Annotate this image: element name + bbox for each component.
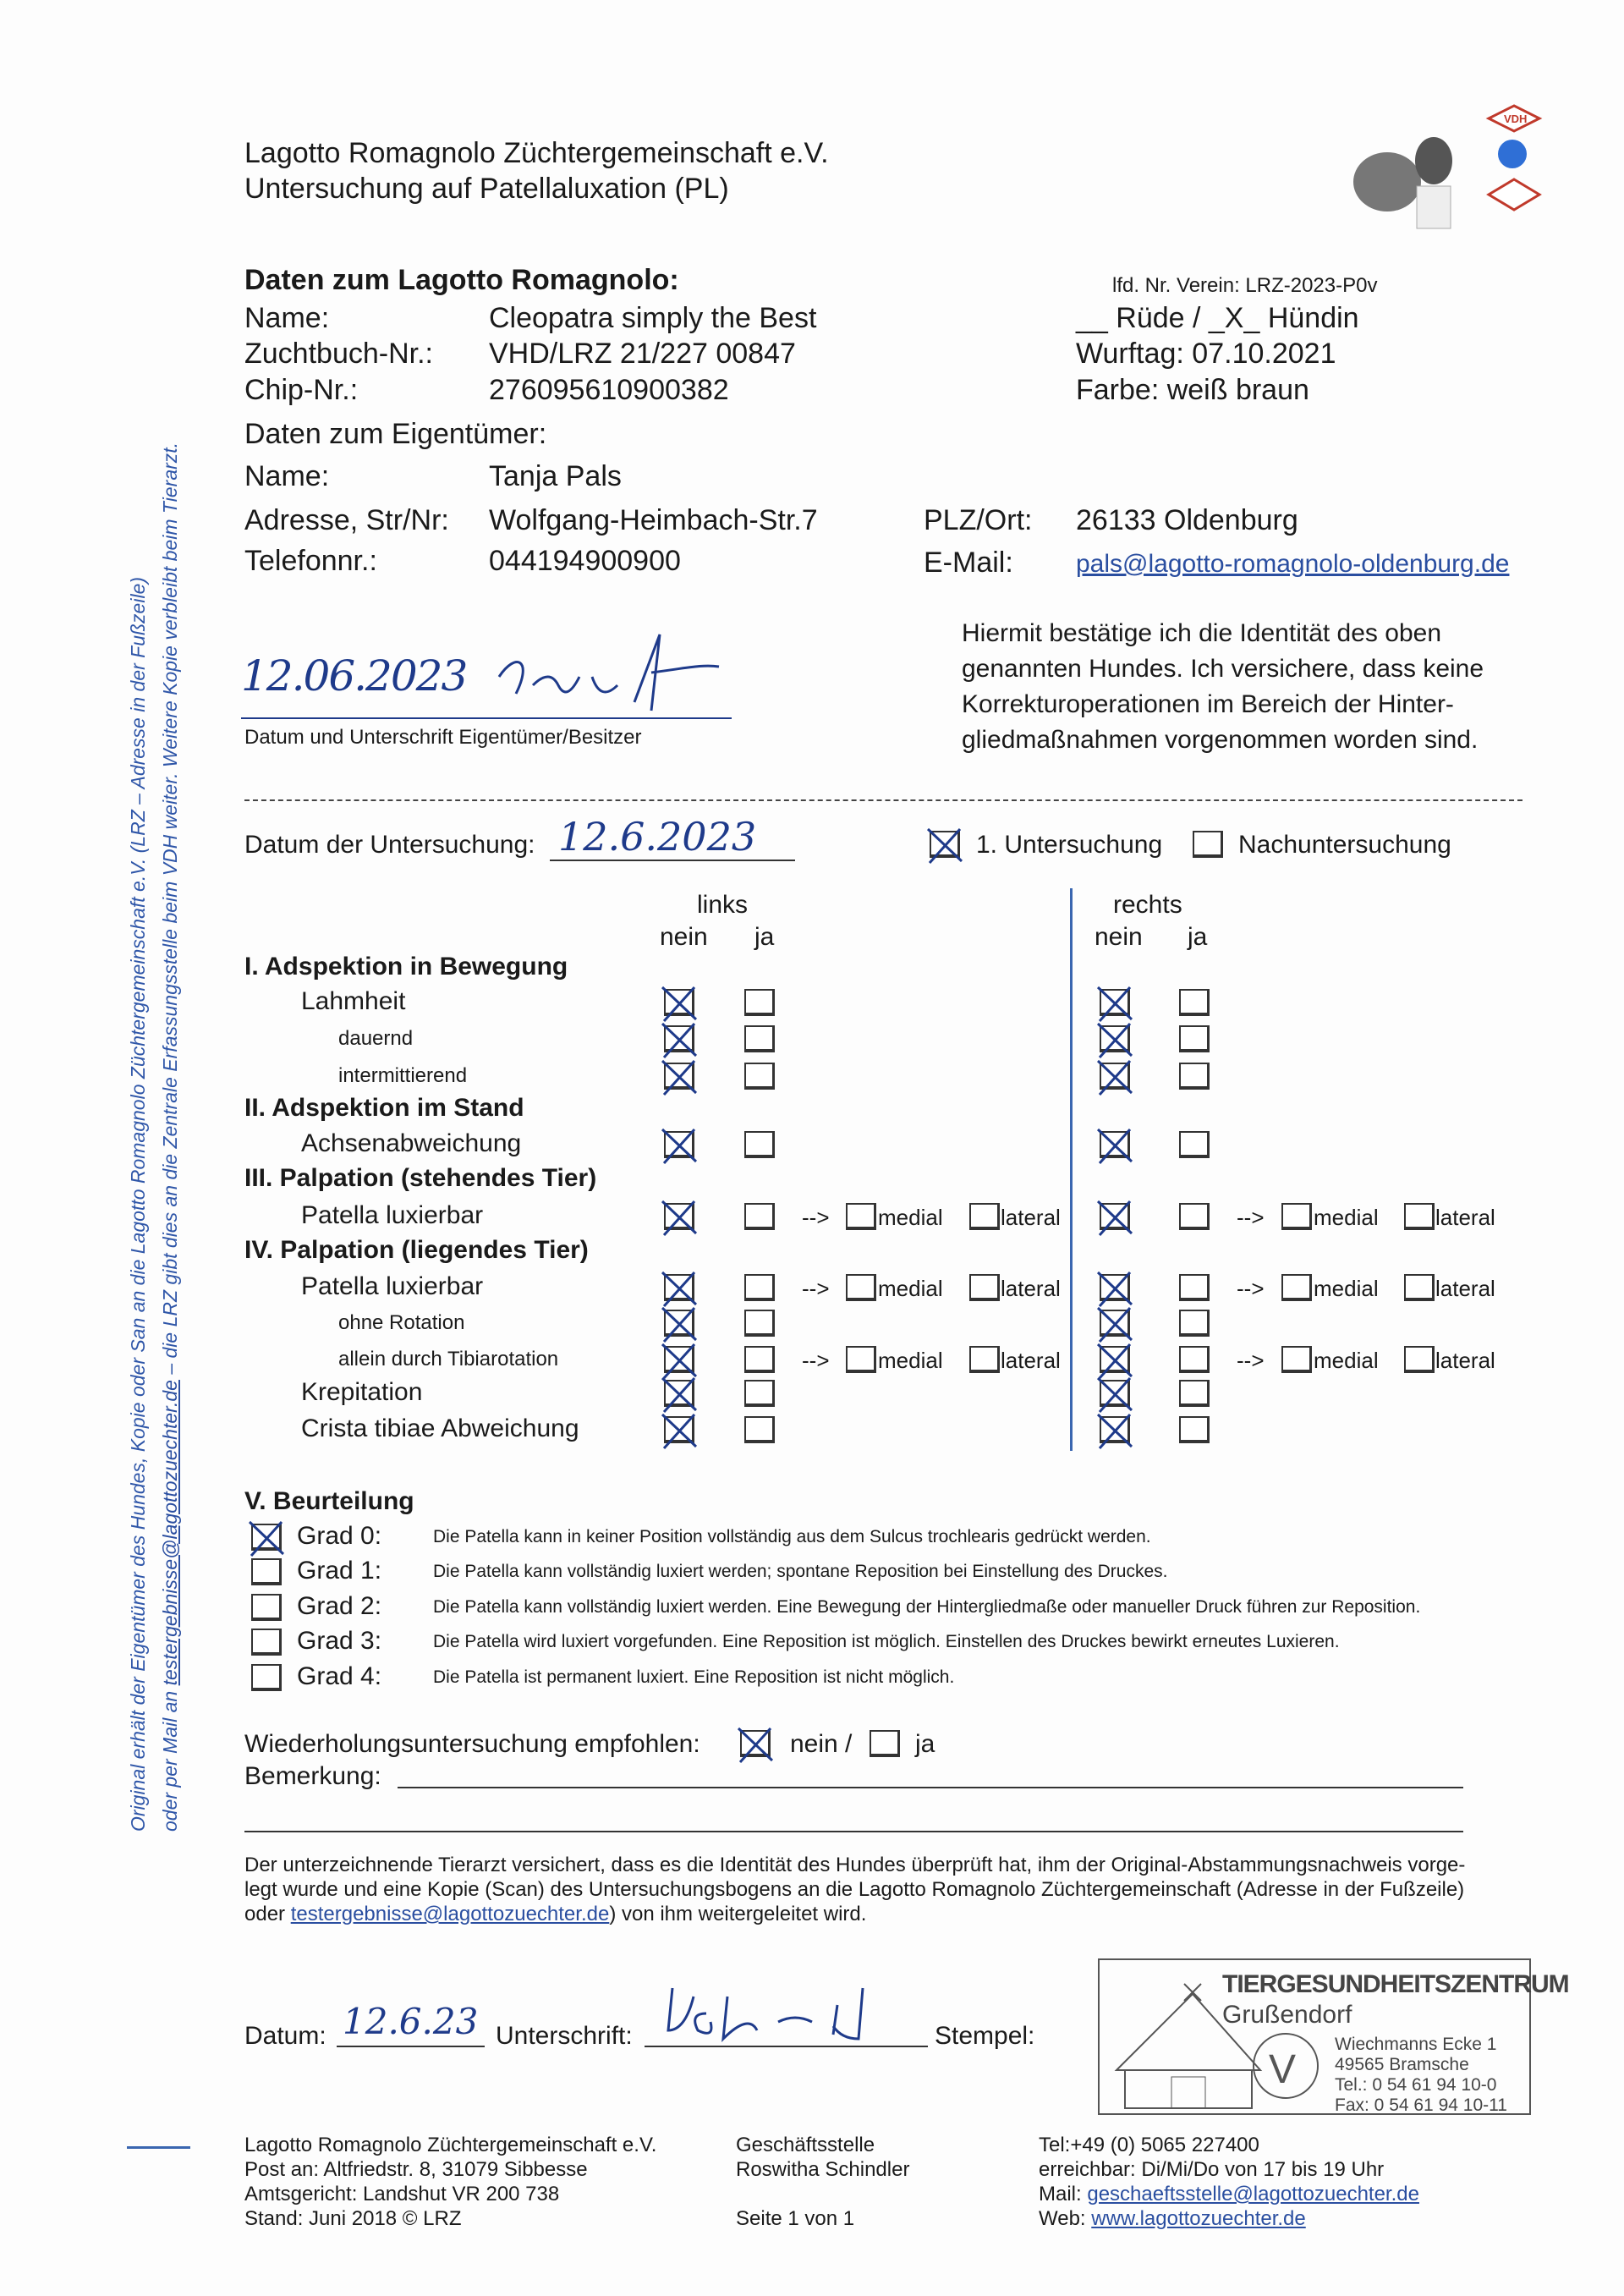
zuchtbuch-label: Zuchtbuch-Nr.: [244,338,433,370]
grade-checkbox[interactable] [251,1558,282,1585]
arrow-text: --> [1237,1205,1265,1230]
farbe: Farbe: weiß braun [1076,374,1309,406]
left-ja-checkbox[interactable] [744,1346,775,1373]
medial-label: medial [1314,1276,1379,1301]
lateral-label: lateral [1001,1276,1061,1301]
right-ja-checkbox[interactable] [1179,1380,1210,1407]
section-heading: I. Adspektion in Bewegung [244,953,568,980]
links-ja-header: ja [754,923,775,951]
section-heading: II. Adspektion im Stand [244,1094,524,1122]
lateral-label: lateral [1435,1348,1495,1373]
links-header: links [697,891,749,919]
medial-label: medial [878,1348,943,1373]
dog-section-title: Daten zum Lagotto Romagnolo: [244,264,679,296]
side-text: oder per Mail an [159,1685,181,1832]
svg-text:VDH: VDH [1504,113,1528,125]
footer-line: Amtsgericht: Landshut VR 200 738 [244,2183,560,2205]
declaration-line: Hiermit bestätige ich die Identität des oben [962,619,1441,647]
dog-name-label: Name: [244,302,330,334]
email-label: E-Mail: [924,547,1013,579]
row-label: Achsenabweichung [301,1129,522,1157]
vet-sign-label: Unterschrift: [496,2022,633,2050]
medial-label: medial [878,1276,943,1301]
row-label: Lahmheit [301,987,406,1015]
vet-signature [660,1980,930,2047]
row-label: Patella luxierbar [301,1272,484,1300]
stamp-label: Stempel: [935,2022,1035,2050]
lfd-nr: lfd. Nr. Verein: LRZ-2023-P0v [1112,274,1378,297]
left-ja-checkbox[interactable] [744,989,775,1016]
page-title: Untersuchung auf Patellaluxation (PL) [244,173,729,205]
repeat-nein-checkbox[interactable] [740,1730,771,1757]
rechts-header: rechts [1113,891,1182,919]
vet-statement-line: legt wurde und eine Kopie (Scan) des Untersuchungsbogens an die Lagotto Romagnolo Züchtergemeinschaft (Adresse in der Fußzeile) [244,1878,1465,1901]
owner-section-title: Daten zum Eigentümer: [244,418,547,450]
left-medial-checkbox[interactable] [846,1346,876,1373]
left-nein-checkbox[interactable] [664,1380,694,1407]
left-ja-checkbox[interactable] [744,1131,775,1158]
footer-contact [1039,2133,1419,2231]
links-nein-header: nein [660,923,708,951]
row-label: dauernd [338,1027,414,1050]
declaration-text [962,616,1484,758]
row-label: Crista tibiae Abweichung [301,1414,579,1442]
vet-statement-text: ) von ihm weitergeleitet wird. [609,1903,867,1925]
left-lateral-checkbox[interactable] [969,1346,1000,1373]
medial-label: medial [878,1205,943,1230]
left-ja-checkbox[interactable] [744,1203,775,1230]
repeat-ja-checkbox[interactable] [870,1730,900,1757]
right-lateral-checkbox[interactable] [1404,1346,1435,1373]
section-heading: IV. Palpation (liegendes Tier) [244,1236,589,1264]
left-ja-checkbox[interactable] [744,1416,775,1443]
plz-label: PLZ/Ort: [924,504,1033,536]
footer-line: Stand: Juni 2018 © LRZ [244,2207,462,2230]
footer-web-label: Web: [1039,2207,1092,2230]
follow-up-label: Nachuntersuchung [1238,831,1451,859]
footer-line: Roswitha Schindler [736,2158,910,2181]
footer-line: Post an: Altfriedstr. 8, 31079 Sibbesse [244,2158,588,2181]
right-lateral-checkbox[interactable] [1404,1203,1435,1230]
declaration-line: genannten Hundes. Ich versichere, dass keine [962,655,1484,683]
footer-office [736,2133,909,2231]
repeat-ja-label: ja [915,1730,935,1758]
lateral-label: lateral [1435,1205,1495,1230]
page-number: Seite 1 von 1 [736,2207,855,2230]
vet-statement-email-link[interactable]: testergebnisse@lagottozuechter.de [290,1903,610,1925]
left-nein-checkbox[interactable] [664,1274,694,1301]
right-nein-checkbox[interactable] [1100,1416,1130,1443]
vet-date: 12.6.23 [343,2001,479,2042]
remark-label: Bemerkung: [244,1762,381,1790]
left-nein-checkbox[interactable] [664,989,694,1016]
grade-checkbox[interactable] [251,1524,282,1551]
plz-ort: 26133 Oldenburg [1076,504,1298,536]
grade-label: Grad 2: [297,1592,382,1620]
grade-label: Grad 4: [297,1662,382,1690]
vdh-logo [1336,102,1548,237]
right-nein-checkbox[interactable] [1100,1131,1130,1158]
right-nein-checkbox[interactable] [1100,1063,1130,1090]
owner-sign-date: 12.06.2023 [241,651,467,700]
arrow-text: --> [1237,1348,1265,1373]
stamp-place: Grußendorf [1222,2001,1352,2029]
svg-text:V: V [1269,2047,1297,2092]
right-nein-checkbox[interactable] [1100,1310,1130,1337]
footer-mail-label: Mail: [1039,2183,1088,2205]
left-ja-checkbox[interactable] [744,1380,775,1407]
left-ja-checkbox[interactable] [744,1025,775,1052]
rechts-nein-header: nein [1095,923,1143,951]
divider [244,799,1522,801]
left-nein-checkbox[interactable] [664,1203,694,1230]
address-label: Adresse, Str/Nr: [244,504,449,536]
stamp-city: 49565 Bramsche [1335,2055,1469,2074]
right-ja-checkbox[interactable] [1179,1346,1210,1373]
right-ja-checkbox[interactable] [1179,1274,1210,1301]
right-lateral-checkbox[interactable] [1404,1274,1435,1301]
chip-label: Chip-Nr.: [244,374,359,406]
repeat-label: Wiederholungsuntersuchung empfohlen: [244,1730,700,1758]
grade-label: Grad 3: [297,1627,382,1655]
right-medial-checkbox[interactable] [1281,1203,1312,1230]
address: Wolfgang-Heimbach-Str.7 [489,504,818,536]
lateral-label: lateral [1435,1276,1495,1301]
dog-name: Cleopatra simply the Best [489,302,817,334]
exam-date-label: Datum der Untersuchung: [244,831,535,859]
row-label: Patella luxierbar [301,1201,484,1229]
owner-signature [482,626,736,719]
grade-checkbox[interactable] [251,1664,282,1691]
right-ja-checkbox[interactable] [1179,1025,1210,1052]
right-ja-checkbox[interactable] [1179,1063,1210,1090]
left-nein-checkbox[interactable] [664,1063,694,1090]
column-divider [1070,888,1073,1451]
right-nein-checkbox[interactable] [1100,1380,1130,1407]
phone: 044194900900 [489,545,681,577]
vet-statement-text: oder [244,1903,291,1925]
right-nein-checkbox[interactable] [1100,1025,1130,1052]
right-nein-checkbox[interactable] [1100,1346,1130,1373]
grade-checkbox[interactable] [251,1594,282,1621]
first-exam-checkbox[interactable] [930,831,960,858]
footer-phone: Tel:+49 (0) 5065 227400 [1039,2134,1259,2156]
right-ja-checkbox[interactable] [1179,1203,1210,1230]
left-medial-checkbox[interactable] [846,1274,876,1301]
left-ja-checkbox[interactable] [744,1310,775,1337]
lateral-label: lateral [1001,1205,1061,1230]
left-nein-checkbox[interactable] [664,1025,694,1052]
footer-mail-link[interactable]: geschaeftsstelle@lagottozuechter.de [1087,2183,1419,2205]
right-medial-checkbox[interactable] [1281,1274,1312,1301]
grade-label: Grad 1: [297,1557,382,1585]
stamp-title: TIERGESUNDHEITSZENTRUM [1222,1970,1569,1998]
arrow-text: --> [802,1276,830,1301]
row-label: Krepitation [301,1378,423,1406]
sex: __ Rüde / _X_ Hündin [1076,302,1359,334]
vet-stamp [1098,1958,1569,2115]
left-lateral-checkbox[interactable] [969,1274,1000,1301]
repeat-nein-label: nein / [790,1730,853,1758]
medial-label: medial [1314,1348,1379,1373]
row-label: ohne Rotation [338,1311,465,1334]
vet-statement [244,1853,1465,1926]
footer-line: Lagotto Romagnolo Züchtergemeinschaft e.V. [244,2134,657,2156]
grade-description: Die Patella kann in keiner Position vollständig aus dem Sulcus trochlearis gedrückt werden. [433,1527,1151,1546]
wurftag: Wurftag: 07.10.2021 [1076,338,1336,370]
lateral-label: lateral [1001,1348,1061,1373]
left-nein-checkbox[interactable] [664,1310,694,1337]
row-label: intermittierend [338,1064,468,1087]
follow-up-checkbox[interactable] [1193,831,1223,858]
left-nein-checkbox[interactable] [664,1346,694,1373]
grade-description: Die Patella wird luxiert vorgefunden. Eine Reposition ist möglich. Einstellen des Druckes bewirkt erneutes Luxieren. [433,1632,1340,1651]
arrow-text: --> [1237,1276,1265,1301]
right-nein-checkbox[interactable] [1100,989,1130,1016]
section-heading: III. Palpation (stehendes Tier) [244,1164,597,1192]
left-ja-checkbox[interactable] [744,1274,775,1301]
arrow-text: --> [802,1205,830,1230]
grade-description: Die Patella kann vollständig luxiert werden. Eine Bewegung der Hintergliedmaße oder manueller Druck führen zur Reposition. [433,1597,1421,1617]
vet-date-label: Datum: [244,2022,326,2050]
footer-hours: erreichbar: Di/Mi/Do von 17 bis 19 Uhr [1039,2158,1385,2181]
right-ja-checkbox[interactable] [1179,989,1210,1016]
side-text: – die LRZ gibt dies an die Zentrale Erfassungsstelle beim VDH weiter. Weitere Kopie verbleibt beim Tierarzt. [159,442,181,1381]
owner-email-link[interactable]: pals@lagotto-romagnolo-oldenburg.de [1076,550,1510,578]
left-lateral-checkbox[interactable] [969,1203,1000,1230]
grade-label: Grad 0: [297,1522,382,1550]
grading-title: V. Beurteilung [244,1487,414,1515]
zuchtbuch-nr: VHD/LRZ 21/227 00847 [489,338,796,370]
remark-field[interactable] [398,1787,1463,1788]
owner-name: Tanja Pals [489,460,622,492]
stamp-fax: Fax: 0 54 61 94 10-11 [1335,2096,1507,2115]
owner-sign-caption: Datum und Unterschrift Eigentümer/Besitzer [244,726,642,749]
medial-label: medial [1314,1205,1379,1230]
arrow-text: --> [802,1348,830,1373]
side-note-line-1: Original erhält der Eigentümer des Hundes, Kopie oder San an die Lagotto Romagnolo Züchtergemeinschaft e.V. (LRZ – Adresse in der Fußzeile) [127,576,149,1832]
phone-label: Telefonnr.: [244,545,377,577]
first-exam-label: 1. Untersuchung [976,831,1163,859]
grade-description: Die Patella kann vollständig luxiert werden; spontane Reposition bei Einstellung des Druckes. [433,1562,1168,1581]
right-nein-checkbox[interactable] [1100,1203,1130,1230]
declaration-line: Korrekturoperationen im Bereich der Hinter- [962,690,1454,718]
right-ja-checkbox[interactable] [1179,1310,1210,1337]
side-email-link[interactable]: testergebnisse@lagottozuechter.de [159,1380,181,1686]
footer-line: Geschäftsstelle [736,2134,875,2156]
grade-description: Die Patella ist permanent luxiert. Eine Reposition ist nicht möglich. [433,1667,955,1687]
footer-marker [127,2146,190,2149]
vet-statement-line: Der unterzeichnende Tierarzt versichert, dass es die Identität des Hundes überprüft hat, ihm der Original-Abstammungsnachweis vorge- [244,1854,1466,1876]
footer-org [244,2133,656,2231]
owner-name-label: Name: [244,460,330,492]
left-nein-checkbox[interactable] [664,1416,694,1443]
left-nein-checkbox[interactable] [664,1131,694,1158]
right-nein-checkbox[interactable] [1100,1274,1130,1301]
left-medial-checkbox[interactable] [846,1203,876,1230]
chip-nr: 276095610900382 [489,374,729,406]
stamp-tel: Tel.: 0 54 61 94 10-0 [1335,2075,1497,2095]
right-medial-checkbox[interactable] [1281,1346,1312,1373]
side-note-line-2 [159,442,182,1832]
footer-web-link[interactable]: www.lagottozuechter.de [1091,2207,1306,2230]
org-name: Lagotto Romagnolo Züchtergemeinschaft e.V. [244,137,829,169]
left-ja-checkbox[interactable] [744,1063,775,1090]
grade-checkbox[interactable] [251,1629,282,1656]
right-ja-checkbox[interactable] [1179,1416,1210,1443]
row-label: allein durch Tibiarotation [338,1348,559,1370]
stamp-street: Wiechmanns Ecke 1 [1335,2035,1497,2054]
exam-date: 12.6.2023 [558,814,757,860]
declaration-line: gliedmaßnahmen vorgenommen worden sind. [962,726,1479,754]
rechts-ja-header: ja [1188,923,1208,951]
right-ja-checkbox[interactable] [1179,1131,1210,1158]
